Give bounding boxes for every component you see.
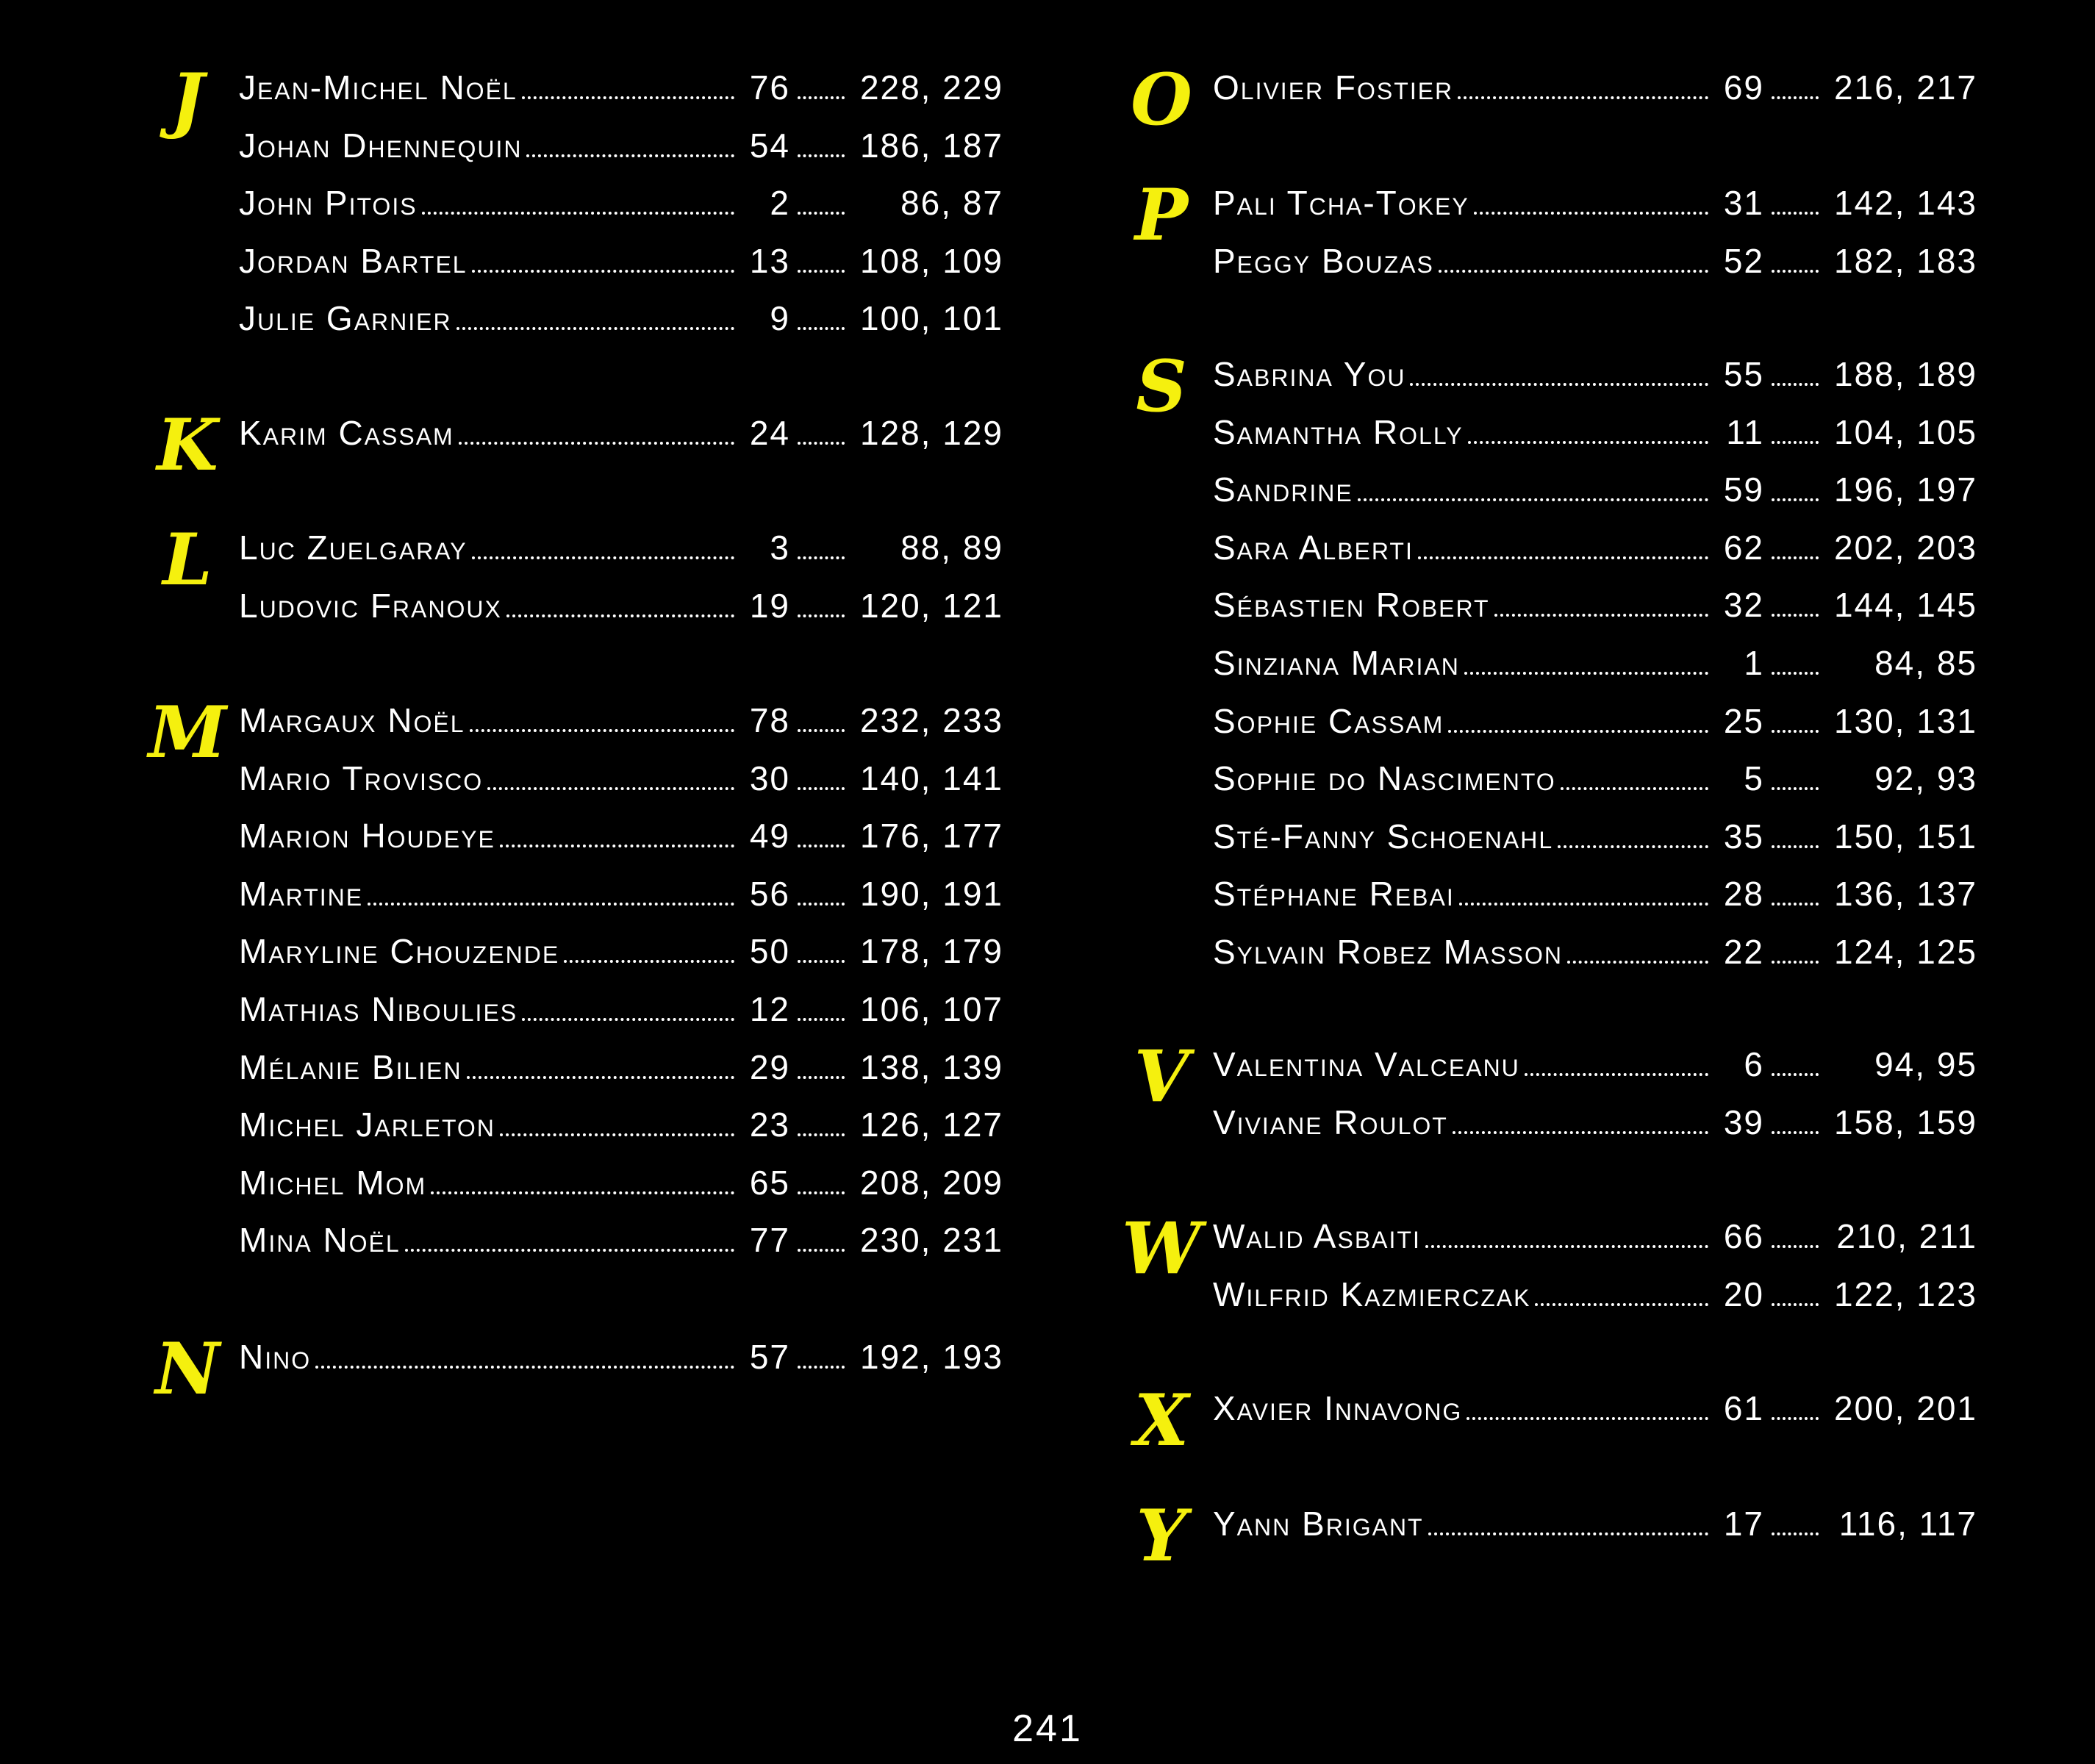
entry-number: 39 — [1723, 1102, 1764, 1141]
dot-leader — [798, 212, 845, 215]
entry-number: 28 — [1723, 875, 1764, 914]
index-entry — [1213, 1094, 1977, 1152]
entry-pages: 202, 203 — [1833, 528, 1977, 567]
dot-leader — [1474, 212, 1708, 215]
section-letter: S — [1136, 345, 1187, 428]
dot-leader — [1772, 270, 1819, 273]
entry-number: 61 — [1723, 1389, 1764, 1427]
entry-pages: 144, 145 — [1833, 586, 1977, 625]
entry-number: 20 — [1723, 1274, 1764, 1313]
index-entry — [1213, 519, 1977, 577]
dot-leader — [798, 327, 845, 330]
dot-leader — [798, 1018, 845, 1021]
entry-number: 12 — [749, 989, 790, 1028]
dot-leader — [798, 1249, 845, 1252]
entry-list — [1213, 1036, 1977, 1151]
dot-leader — [470, 729, 735, 732]
entry-name: Margaux Noël — [239, 701, 465, 739]
dot-leader — [1772, 1417, 1819, 1420]
dot-leader — [1425, 1245, 1708, 1248]
entry-pages: 104, 105 — [1833, 412, 1977, 451]
entry-name: Stéphane Rebai — [1213, 875, 1455, 914]
entry-number: 55 — [1723, 355, 1764, 393]
section-letter: Y — [1136, 1494, 1187, 1577]
entry-name: Johan Dhennequin — [239, 126, 523, 165]
dot-leader — [798, 903, 845, 906]
dot-leader — [1439, 270, 1708, 273]
entry-pages: 106, 107 — [859, 989, 1003, 1028]
entry-name: Wilfrid Kazmierczak — [1213, 1274, 1531, 1313]
entry-name: John Pitois — [239, 184, 418, 223]
entry-name: Mathias Niboulies — [239, 989, 518, 1028]
entry-pages: 216, 217 — [1833, 68, 1977, 107]
dot-leader — [1772, 556, 1819, 559]
dot-leader — [1428, 1532, 1708, 1535]
entry-number: 32 — [1723, 586, 1764, 625]
entry-pages: 190, 191 — [859, 874, 1003, 913]
dot-leader — [467, 1076, 734, 1079]
dot-leader — [472, 270, 734, 273]
index-entry — [1213, 1208, 1977, 1266]
index-entry — [1213, 634, 1977, 692]
entry-pages: 150, 151 — [1833, 817, 1977, 856]
entry-name: Peggy Bouzas — [1213, 241, 1434, 280]
entry-number: 30 — [749, 759, 790, 797]
entry-pages: 128, 129 — [859, 414, 1003, 452]
entry-number: 13 — [749, 241, 790, 280]
dot-leader — [1772, 1532, 1819, 1535]
dot-leader — [1494, 614, 1708, 617]
dot-leader — [798, 845, 845, 847]
entry-list — [239, 519, 1003, 634]
index-entry — [1213, 59, 1977, 117]
index-entry — [1213, 461, 1977, 519]
section-letter: L — [162, 518, 212, 601]
entry-number: 76 — [749, 68, 790, 107]
dot-leader — [1558, 845, 1708, 848]
dot-leader — [1458, 96, 1708, 99]
entry-number: 56 — [749, 874, 790, 913]
entry-number: 31 — [1723, 184, 1764, 222]
dot-leader — [1772, 787, 1819, 790]
section-letter: M — [148, 691, 227, 774]
index-entry — [239, 750, 1003, 808]
dot-leader — [1772, 672, 1819, 675]
dot-leader — [1772, 441, 1819, 444]
index-entry — [1213, 692, 1977, 750]
entry-name: Karim Cassam — [239, 414, 454, 452]
dot-leader — [1448, 730, 1708, 733]
entry-name: Xavier Innavong — [1213, 1389, 1463, 1427]
dot-leader — [1772, 96, 1819, 99]
entry-name: Ludovic Franoux — [239, 586, 502, 625]
entry-name: Yann Brigant — [1213, 1505, 1424, 1543]
entry-name: Viviane Roulot — [1213, 1102, 1448, 1141]
entry-number: 52 — [1723, 241, 1764, 280]
index-entry — [1213, 750, 1977, 808]
entry-name: Pali Tcha-Tokey — [1213, 184, 1469, 222]
entry-list — [239, 404, 1003, 462]
entry-name: Martine — [239, 874, 364, 913]
index-entry — [239, 980, 1003, 1039]
entry-name: Jordan Bartel — [239, 241, 468, 280]
entry-name: Walid Asbaiti — [1213, 1217, 1421, 1255]
entry-pages: 208, 209 — [859, 1163, 1003, 1202]
entry-list — [1213, 174, 1977, 290]
entry-number: 19 — [749, 586, 790, 625]
entry-name: Sinziana Marian — [1213, 643, 1460, 682]
entry-list — [1213, 1208, 1977, 1323]
entry-number: 22 — [1723, 932, 1764, 971]
dot-leader — [798, 1133, 845, 1136]
entry-pages: 136, 137 — [1833, 875, 1977, 914]
entry-name: Michel Jarleton — [239, 1105, 495, 1144]
entry-list — [239, 1328, 1003, 1386]
dot-leader — [1561, 787, 1708, 790]
dot-leader — [798, 154, 845, 157]
entry-number: 59 — [1723, 470, 1764, 509]
dot-leader — [1535, 1303, 1708, 1306]
entry-pages: 178, 179 — [859, 932, 1003, 971]
dot-leader — [798, 442, 845, 445]
entry-number: 54 — [749, 126, 790, 165]
dot-leader — [1772, 961, 1819, 964]
dot-leader — [315, 1366, 734, 1369]
entry-pages: 108, 109 — [859, 241, 1003, 280]
dot-leader — [564, 960, 734, 963]
entry-number: 35 — [1723, 817, 1764, 856]
entry-pages: 228, 229 — [859, 68, 1003, 107]
entry-name: Sylvain Robez Masson — [1213, 932, 1564, 971]
index-entry — [239, 519, 1003, 577]
entry-number: 9 — [770, 299, 790, 338]
index-entry — [239, 117, 1003, 175]
index-entry — [239, 1096, 1003, 1154]
dot-leader — [472, 556, 734, 559]
entry-name: Sabrina You — [1213, 355, 1406, 393]
dot-leader — [1466, 1417, 1708, 1420]
entry-name: Michel Mom — [239, 1163, 427, 1202]
entry-list — [1213, 1495, 1977, 1553]
index-entry — [239, 1328, 1003, 1386]
index-entry — [239, 692, 1003, 750]
entry-pages: 192, 193 — [859, 1338, 1003, 1376]
dot-leader — [798, 1191, 845, 1194]
entry-pages: 188, 189 — [1833, 355, 1977, 393]
dot-leader — [1358, 498, 1708, 501]
index-entry — [239, 1211, 1003, 1269]
entry-pages: 124, 125 — [1833, 932, 1977, 971]
index-entry — [1213, 1495, 1977, 1553]
entry-name: Marion Houdeye — [239, 817, 495, 856]
index-entry — [239, 290, 1003, 348]
dot-leader — [431, 1191, 734, 1194]
index-entry — [1213, 404, 1977, 462]
index-entry — [239, 577, 1003, 635]
entry-pages: 142, 143 — [1833, 184, 1977, 222]
entry-pages: 230, 231 — [859, 1221, 1003, 1260]
entry-pages: 86, 87 — [900, 184, 1003, 223]
index-entry — [1213, 232, 1977, 290]
dot-leader — [422, 212, 734, 215]
entry-pages: 100, 101 — [859, 299, 1003, 338]
entry-number: 66 — [1723, 1217, 1764, 1255]
entry-number: 1 — [1744, 643, 1764, 682]
entry-list — [1213, 1380, 1977, 1438]
dot-leader — [506, 614, 734, 617]
dot-leader — [522, 96, 734, 99]
dot-leader — [1772, 1245, 1819, 1248]
entry-name: Samantha Rolly — [1213, 412, 1464, 451]
entry-name: Sté-Fanny Schoenahl — [1213, 817, 1554, 856]
index-entry — [239, 59, 1003, 117]
entry-number: 65 — [749, 1163, 790, 1202]
entry-name: Sophie Cassam — [1213, 701, 1444, 740]
index-entry — [1213, 174, 1977, 232]
entry-number: 11 — [1726, 412, 1764, 451]
dot-leader — [500, 845, 734, 847]
dot-leader — [1453, 1131, 1708, 1134]
dot-leader — [1772, 845, 1819, 848]
dot-leader — [1410, 383, 1708, 386]
entry-name: Mina Noël — [239, 1221, 401, 1260]
index-entry — [239, 865, 1003, 923]
entry-pages: 126, 127 — [859, 1105, 1003, 1144]
index-entry — [239, 1154, 1003, 1212]
entry-name: Valentina Valceanu — [1213, 1045, 1520, 1083]
dot-leader — [798, 787, 845, 790]
entry-pages: 122, 123 — [1833, 1274, 1977, 1313]
entry-pages: 84, 85 — [1874, 643, 1977, 682]
entry-name: Sandrine — [1213, 470, 1353, 509]
entry-name: Nino — [239, 1338, 312, 1376]
dot-leader — [1772, 383, 1819, 386]
dot-leader — [487, 787, 734, 790]
dot-leader — [1772, 1131, 1819, 1134]
entry-number: 25 — [1723, 701, 1764, 740]
entry-pages: 232, 233 — [859, 701, 1003, 739]
entry-pages: 130, 131 — [1833, 701, 1977, 740]
dot-leader — [526, 154, 734, 157]
dot-leader — [798, 960, 845, 963]
entry-name: Mélanie Bilien — [239, 1047, 462, 1086]
dot-leader — [1772, 212, 1819, 215]
entry-name: Olivier Fostier — [1213, 68, 1454, 107]
entry-pages: 88, 89 — [900, 528, 1003, 567]
dot-leader — [1772, 730, 1819, 733]
entry-pages: 140, 141 — [859, 759, 1003, 797]
section-letter: O — [1131, 58, 1192, 141]
dot-leader — [1525, 1073, 1708, 1076]
entry-pages: 176, 177 — [859, 817, 1003, 856]
entry-number: 24 — [749, 414, 790, 452]
section-letter: X — [1134, 1379, 1189, 1462]
dot-leader — [1459, 903, 1708, 906]
section-letter: V — [1134, 1035, 1189, 1118]
index-entry — [239, 232, 1003, 290]
entry-name: Julie Garnier — [239, 299, 452, 338]
entry-list — [239, 59, 1003, 348]
entry-pages: 158, 159 — [1833, 1102, 1977, 1141]
entry-pages: 210, 211 — [1836, 1217, 1977, 1255]
dot-leader — [798, 729, 845, 732]
entry-number: 5 — [1744, 759, 1764, 798]
index-entry — [239, 807, 1003, 865]
dot-leader — [798, 96, 845, 99]
entry-name: Maryline Chouzende — [239, 932, 560, 971]
entry-name: Sophie do Nascimento — [1213, 759, 1556, 798]
dot-leader — [1772, 1073, 1819, 1076]
entry-number: 6 — [1744, 1045, 1764, 1083]
entry-number: 62 — [1723, 528, 1764, 567]
index-entry — [239, 174, 1003, 232]
entry-pages: 92, 93 — [1874, 759, 1977, 798]
index-entry — [1213, 923, 1977, 981]
index-entry — [239, 404, 1003, 462]
index-entry — [1213, 1266, 1977, 1324]
index-entry — [239, 1039, 1003, 1097]
dot-leader — [522, 1018, 734, 1021]
entry-name: Mario Trovisco — [239, 759, 484, 797]
entry-number: 23 — [749, 1105, 790, 1144]
dot-leader — [459, 442, 734, 445]
dot-leader — [1464, 672, 1708, 675]
page-number: 241 — [1012, 1707, 1083, 1750]
index-entry — [1213, 865, 1977, 923]
section-letter: P — [1134, 173, 1189, 257]
entry-name: Sébastien Robert — [1213, 586, 1490, 625]
entry-list — [1213, 59, 1977, 117]
entry-number: 50 — [749, 932, 790, 971]
dot-leader — [798, 556, 845, 559]
entry-number: 49 — [749, 817, 790, 856]
entry-pages: 182, 183 — [1833, 241, 1977, 280]
index-entry — [239, 922, 1003, 980]
dot-leader — [1418, 556, 1708, 559]
entry-number: 69 — [1723, 68, 1764, 107]
entry-number: 3 — [770, 528, 790, 567]
entry-pages: 196, 197 — [1833, 470, 1977, 509]
index-entry — [1213, 808, 1977, 866]
entry-pages: 200, 201 — [1833, 1389, 1977, 1427]
entry-pages: 116, 117 — [1838, 1505, 1977, 1543]
entry-number: 77 — [749, 1221, 790, 1260]
index-entry — [1213, 1036, 1977, 1094]
entry-pages: 186, 187 — [859, 126, 1003, 165]
section-letter: K — [157, 404, 218, 487]
entry-name: Luc Zuelgaray — [239, 528, 468, 567]
entry-number: 57 — [749, 1338, 790, 1376]
section-letter: N — [155, 1327, 220, 1410]
section-letter: W — [1122, 1207, 1201, 1290]
dot-leader — [500, 1133, 734, 1136]
dot-leader — [405, 1249, 734, 1252]
dot-leader — [1772, 903, 1819, 906]
entry-number: 17 — [1723, 1505, 1764, 1543]
dot-leader — [456, 327, 734, 330]
index-entry — [1213, 345, 1977, 404]
dot-leader — [1772, 1303, 1819, 1306]
dot-leader — [1772, 614, 1819, 617]
dot-leader — [368, 903, 734, 906]
section-letter: J — [171, 58, 204, 141]
entry-list — [239, 692, 1003, 1269]
dot-leader — [798, 1076, 845, 1079]
entry-number: 2 — [770, 184, 790, 223]
dot-leader — [798, 614, 845, 617]
entry-list — [1213, 345, 1977, 981]
entry-number: 29 — [749, 1047, 790, 1086]
entry-name: Sara Alberti — [1213, 528, 1414, 567]
index-entry — [1213, 1380, 1977, 1438]
dot-leader — [1468, 441, 1708, 444]
dot-leader — [798, 270, 845, 273]
entry-pages: 120, 121 — [859, 586, 1003, 625]
entry-pages: 138, 139 — [859, 1047, 1003, 1086]
dot-leader — [1567, 961, 1708, 964]
entry-pages: 94, 95 — [1874, 1045, 1977, 1083]
dot-leader — [1772, 498, 1819, 501]
dot-leader — [798, 1366, 845, 1369]
entry-number: 78 — [749, 701, 790, 739]
index-entry — [1213, 576, 1977, 634]
entry-name: Jean-Michel Noël — [239, 68, 518, 107]
